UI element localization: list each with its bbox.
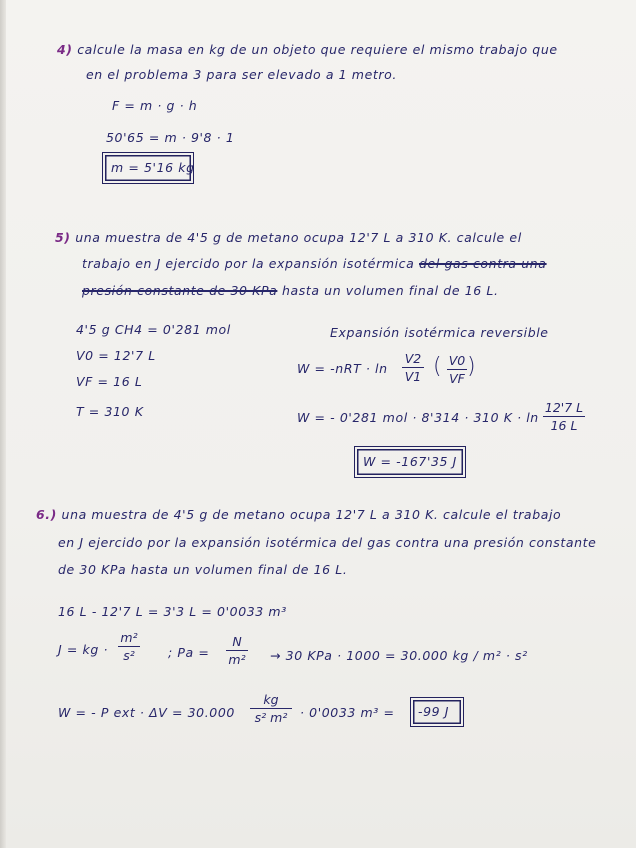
- problem-4-line-1: [57, 42, 558, 57]
- problem-5-text-3b: hasta un volumen final de 16 L.: [281, 283, 499, 298]
- problem-6-fraction-kg-s2m2: [250, 692, 292, 725]
- problem-5-number: 5): [55, 230, 71, 245]
- problem-4-text-2: en el problema 3 para ser elevado a 1 metro.: [86, 67, 397, 82]
- problem-6-fraction-m2-s2: [118, 630, 140, 663]
- problem-5-calc-lhs: W = - 0'281 mol · 8'314 · 310 K · ln: [297, 410, 539, 425]
- problem-5-f3-den: 16 L: [550, 418, 578, 433]
- problem-6-eq-3-rhs: · 0'0033 m³ =: [300, 705, 395, 720]
- problem-6-text-2: en J ejercido por la expansión isotérmica del gas contra una presión constante: [58, 535, 597, 550]
- problem-6-f1-num: m²: [120, 630, 138, 645]
- problem-4-eq-2: 50'65 = m · 9'8 · 1: [106, 130, 235, 145]
- problem-5-formula-lhs: W = -nRT · ln: [297, 361, 388, 376]
- problem-5-data-1: 4'5 g CH4 = 0'281 mol: [76, 322, 231, 337]
- problem-5-paren-close: ): [467, 354, 476, 379]
- problem-6-number: 6.): [36, 507, 57, 522]
- problem-5-f2-den: VF: [449, 371, 465, 386]
- problem-5-result: W = -167'35 J: [363, 454, 457, 469]
- problem-6-f2-den: m²: [228, 652, 246, 667]
- problem-6-eq-2-lhs: J = kg ·: [58, 642, 109, 657]
- problem-6-text-1: una muestra de 4'5 g de metano ocupa 12'7 L a 310 K. calcule el trabajo: [61, 507, 562, 522]
- problem-5-fraction-v2-v1: [402, 351, 424, 384]
- problem-5-paren-open: (: [433, 354, 442, 379]
- problem-5-f1-den: V1: [404, 369, 422, 384]
- problem-4-text-1: calcule la masa en kg de un objeto que requiere el mismo trabajo que: [77, 42, 558, 57]
- problem-5-text-1: una muestra de 4'5 g de metano ocupa 12'7 L a 310 K. calcule el: [75, 230, 522, 245]
- problem-6-f3-den: s² m²: [254, 710, 288, 725]
- problem-5-data-2: V0 = 12'7 L: [76, 348, 156, 363]
- problem-5-title: Expansión isotérmica reversible: [330, 325, 549, 340]
- problem-6-text-3: de 30 KPa hasta un volumen final de 16 L.: [58, 562, 348, 577]
- problem-5-f3-num: 12'7 L: [544, 400, 584, 415]
- page-binding-edge: [0, 0, 6, 848]
- problem-5-fraction-v0-vf: [447, 353, 467, 386]
- problem-5-fraction-volumes: [543, 400, 585, 433]
- problem-5-data-4: T = 310 K: [76, 404, 144, 419]
- problem-4-eq-1: F = m · g · h: [112, 98, 198, 113]
- problem-6-fraction-n-m2: [226, 634, 248, 667]
- problem-6-eq-2-mid: ; Pa =: [168, 645, 210, 660]
- problem-6-line-1: [36, 507, 561, 522]
- problem-5-f1-num: V2: [404, 351, 422, 366]
- problem-6-eq-3-lhs: W = - P ext · ΔV = 30.000: [58, 705, 235, 720]
- problem-6-result: -99 J: [418, 704, 450, 719]
- problem-5-line-3: [82, 283, 499, 298]
- problem-6-eq-2-rhs: → 30 KPa · 1000 = 30.000 kg / m² · s²: [270, 648, 528, 663]
- problem-5-text-2a: trabajo en J ejercido por la expansión isotérmica: [82, 256, 415, 271]
- problem-4-result: m = 5'16 kg: [111, 160, 195, 175]
- problem-5-line-1: [55, 230, 522, 245]
- problem-6-eq-1: 16 L - 12'7 L = 3'3 L = 0'0033 m³: [58, 604, 287, 619]
- problem-6-f3-num: kg: [263, 692, 279, 707]
- problem-5-data-3: VF = 16 L: [76, 374, 143, 389]
- problem-5-line-2: [82, 256, 547, 271]
- problem-6-f2-num: N: [232, 634, 242, 649]
- problem-5-text-2b-struck: del gas contra una: [419, 256, 547, 271]
- problem-4-number: 4): [57, 42, 73, 57]
- problem-6-f1-den: s²: [123, 648, 135, 663]
- problem-5-f2-num: V0: [448, 353, 466, 368]
- problem-5-text-3a-struck: presión constante de 30 KPa: [82, 283, 278, 298]
